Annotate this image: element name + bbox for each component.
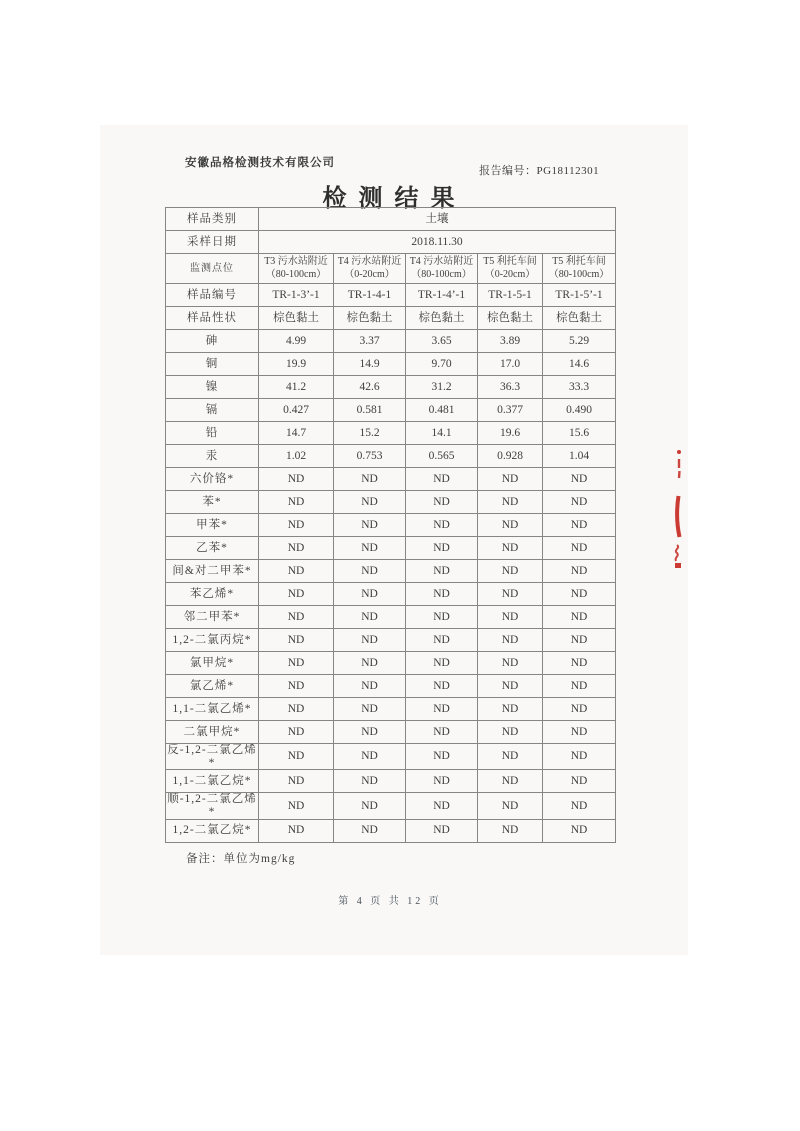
parameter-value: ND	[478, 560, 543, 583]
table-row	[166, 675, 616, 698]
parameter-value: ND	[259, 629, 334, 652]
parameter-name: 镉	[166, 399, 259, 422]
parameter-value: 41.2	[259, 376, 334, 399]
parameter-value: ND	[334, 491, 406, 514]
report-number-value: PG18112301	[536, 165, 600, 177]
table-row	[166, 629, 616, 652]
parameter-value: ND	[259, 698, 334, 721]
monitor-point-depth: （80-100cm）	[411, 268, 472, 280]
table-row	[166, 422, 616, 445]
parameter-value: ND	[478, 793, 543, 819]
parameter-value: ND	[478, 514, 543, 537]
parameter-name: 镍	[166, 376, 259, 399]
parameter-name: 六价铬*	[166, 468, 259, 491]
table-row	[166, 770, 616, 793]
parameter-name: 氯甲烷*	[166, 652, 259, 675]
table-row	[166, 698, 616, 721]
parameter-value: 15.2	[334, 422, 406, 445]
parameter-name: 邻二甲苯*	[166, 606, 259, 629]
parameter-value: 14.9	[334, 353, 406, 376]
parameter-value: ND	[334, 675, 406, 698]
parameter-value: 5.29	[543, 330, 616, 353]
table-row	[166, 819, 616, 842]
parameter-value: ND	[543, 537, 616, 560]
parameter-value: 4.99	[259, 330, 334, 353]
sample-id-label: 样品编号	[166, 284, 259, 307]
table-row	[166, 353, 616, 376]
table-row	[166, 376, 616, 399]
parameter-value: ND	[478, 583, 543, 606]
parameter-value: ND	[259, 537, 334, 560]
sample-texture-cell: 棕色黏土	[543, 307, 616, 330]
sample-id-cell: TR-1-3’-1	[259, 284, 334, 307]
monitor-point-cell	[334, 254, 406, 284]
parameter-value: ND	[334, 721, 406, 744]
parameter-value: ND	[543, 698, 616, 721]
parameter-value: ND	[334, 606, 406, 629]
parameter-value: ND	[478, 819, 543, 842]
sampling-date-value: 2018.11.30	[259, 231, 616, 254]
parameter-value: ND	[334, 583, 406, 606]
parameter-value: ND	[478, 675, 543, 698]
parameter-value: ND	[334, 514, 406, 537]
parameter-name: 二氯甲烷*	[166, 721, 259, 744]
table-row	[166, 208, 616, 231]
parameter-value: 33.3	[543, 376, 616, 399]
table-row	[166, 560, 616, 583]
table-row	[166, 231, 616, 254]
parameter-value: ND	[543, 770, 616, 793]
parameter-value: ND	[406, 698, 478, 721]
parameter-value: ND	[543, 560, 616, 583]
company-name: 安徽品格检测技术有限公司	[185, 157, 335, 169]
parameter-value: ND	[478, 468, 543, 491]
parameter-value: 0.427	[259, 399, 334, 422]
parameter-value: 17.0	[478, 353, 543, 376]
parameter-value: ND	[406, 675, 478, 698]
parameter-value: ND	[259, 819, 334, 842]
parameter-value: ND	[334, 793, 406, 819]
parameter-value: ND	[478, 698, 543, 721]
parameter-name: 苯*	[166, 491, 259, 514]
table-row	[166, 537, 616, 560]
monitor-point-depth: （0-20cm）	[344, 268, 395, 280]
parameter-value: ND	[334, 537, 406, 560]
parameter-value: ND	[259, 491, 334, 514]
parameter-value: 1.04	[543, 445, 616, 468]
parameter-value: ND	[478, 721, 543, 744]
sample-texture-cell: 棕色黏土	[334, 307, 406, 330]
parameter-value: 9.70	[406, 353, 478, 376]
parameter-value: 0.753	[334, 445, 406, 468]
table-row	[166, 254, 616, 284]
parameter-name: 乙苯*	[166, 537, 259, 560]
sample-category-label: 样品类别	[166, 208, 259, 231]
parameter-name: 铅	[166, 422, 259, 445]
parameter-value: ND	[406, 514, 478, 537]
table-row	[166, 721, 616, 744]
monitor-point-site: T3 污水站附近	[264, 256, 328, 267]
table-row	[166, 606, 616, 629]
parameter-value: 14.6	[543, 353, 616, 376]
parameter-value: ND	[259, 721, 334, 744]
parameter-value: ND	[478, 629, 543, 652]
parameter-name: 铜	[166, 353, 259, 376]
sample-texture-cell: 棕色黏土	[259, 307, 334, 330]
monitor-point-depth: （80-100cm）	[548, 268, 610, 280]
parameter-value: 36.3	[478, 376, 543, 399]
monitor-point-label: 监测点位	[166, 254, 259, 284]
parameter-value: ND	[406, 652, 478, 675]
parameter-value: 14.1	[406, 422, 478, 445]
parameter-value: ND	[334, 698, 406, 721]
parameter-name: 汞	[166, 445, 259, 468]
parameter-value: ND	[334, 744, 406, 770]
report-number-label: 报告编号：	[479, 165, 537, 177]
parameter-value: 15.6	[543, 422, 616, 445]
parameter-value: ND	[543, 629, 616, 652]
monitor-point-cell	[259, 254, 334, 284]
parameter-value: ND	[478, 606, 543, 629]
remark-label: 备注：	[186, 853, 224, 865]
parameter-name: 1,1-二氯乙烷*	[166, 770, 259, 793]
parameter-value: ND	[543, 793, 616, 819]
parameter-value: 3.89	[478, 330, 543, 353]
parameter-value: ND	[334, 468, 406, 491]
sample-id-cell: TR-1-5-1	[478, 284, 543, 307]
parameter-value: ND	[543, 583, 616, 606]
parameter-value: 0.928	[478, 445, 543, 468]
table-row	[166, 307, 616, 330]
parameter-value: ND	[406, 819, 478, 842]
parameter-value: ND	[406, 793, 478, 819]
parameter-value: 3.65	[406, 330, 478, 353]
monitor-point-site: T5 利托车间	[552, 256, 606, 267]
parameter-value: ND	[259, 468, 334, 491]
parameter-value: 0.481	[406, 399, 478, 422]
parameter-value: 1.02	[259, 445, 334, 468]
parameter-value: ND	[543, 744, 616, 770]
parameter-value: ND	[334, 819, 406, 842]
parameter-value: ND	[478, 537, 543, 560]
parameter-name: 间&对二甲苯*	[166, 560, 259, 583]
parameter-value: ND	[406, 629, 478, 652]
sample-id-cell: TR-1-5’-1	[543, 284, 616, 307]
parameter-value: ND	[259, 675, 334, 698]
parameter-value: ND	[478, 770, 543, 793]
parameter-value: ND	[406, 583, 478, 606]
sample-category-value: 土壤	[259, 208, 616, 231]
parameter-value: ND	[406, 744, 478, 770]
sample-texture-label: 样品性状	[166, 307, 259, 330]
results-table	[165, 207, 616, 843]
parameter-value: 0.377	[478, 399, 543, 422]
parameter-value: 19.6	[478, 422, 543, 445]
table-row	[166, 399, 616, 422]
monitor-point-site: T5 利托车间	[483, 256, 537, 267]
parameter-name: 1,1-二氯乙烯*	[166, 698, 259, 721]
parameter-value: ND	[259, 583, 334, 606]
sample-id-cell: TR-1-4’-1	[406, 284, 478, 307]
parameter-value: ND	[478, 491, 543, 514]
table-row	[166, 330, 616, 353]
parameter-name: 1,2-二氯乙烷*	[166, 819, 259, 842]
parameter-value: 31.2	[406, 376, 478, 399]
parameter-value: ND	[543, 721, 616, 744]
parameter-value: 0.490	[543, 399, 616, 422]
parameter-value: ND	[478, 744, 543, 770]
parameter-value: ND	[543, 675, 616, 698]
monitor-point-site: T4 污水站附近	[337, 256, 402, 267]
table-row	[166, 284, 616, 307]
parameter-value: 0.581	[334, 399, 406, 422]
parameter-value: ND	[543, 819, 616, 842]
monitor-point-cell	[406, 254, 478, 284]
parameter-value: 42.6	[334, 376, 406, 399]
parameter-value: 0.565	[406, 445, 478, 468]
parameter-name: 砷	[166, 330, 259, 353]
sample-texture-cell: 棕色黏土	[406, 307, 478, 330]
parameter-value: ND	[259, 793, 334, 819]
parameter-value: ND	[259, 514, 334, 537]
parameter-value: ND	[259, 560, 334, 583]
parameter-value: ND	[543, 468, 616, 491]
parameter-value: ND	[543, 491, 616, 514]
parameter-value: ND	[406, 491, 478, 514]
table-row	[166, 445, 616, 468]
report-number	[479, 162, 599, 178]
page-title: 检 测 结 果	[322, 186, 458, 212]
monitor-point-depth: （80-100cm）	[265, 268, 327, 280]
parameter-value: ND	[406, 537, 478, 560]
remark-note	[186, 850, 295, 866]
red-seal-fragment-icon	[666, 444, 692, 574]
parameter-value: ND	[259, 770, 334, 793]
monitor-point-cell	[543, 254, 616, 284]
table-row	[166, 491, 616, 514]
table-row	[166, 793, 616, 819]
parameter-name: 甲苯*	[166, 514, 259, 537]
parameter-value: 19.9	[259, 353, 334, 376]
remark-value: 单位为mg/kg	[223, 853, 296, 865]
parameter-value: ND	[334, 629, 406, 652]
table-row	[166, 514, 616, 537]
parameter-value: 3.37	[334, 330, 406, 353]
parameter-value: ND	[406, 560, 478, 583]
table-row	[166, 468, 616, 491]
parameter-value: ND	[259, 606, 334, 629]
parameter-value: ND	[543, 606, 616, 629]
parameter-value: ND	[259, 652, 334, 675]
parameter-value: ND	[543, 652, 616, 675]
parameter-name: 反-1,2-二氯乙烯*	[167, 744, 257, 769]
parameter-value: ND	[334, 560, 406, 583]
table-row	[166, 744, 616, 770]
parameter-value: ND	[543, 514, 616, 537]
parameter-name: 1,2-二氯丙烷*	[166, 629, 259, 652]
parameter-value: ND	[334, 652, 406, 675]
monitor-point-cell	[478, 254, 543, 284]
parameter-value: ND	[406, 606, 478, 629]
parameter-name: 顺-1,2-二氯乙烯*	[167, 793, 257, 818]
sampling-date-label: 采样日期	[166, 231, 259, 254]
parameter-value: 14.7	[259, 422, 334, 445]
parameter-name: 氯乙烯*	[166, 675, 259, 698]
monitor-point-site: T4 污水站附近	[409, 256, 474, 267]
table-row	[166, 652, 616, 675]
parameter-name: 苯乙烯*	[166, 583, 259, 606]
monitor-point-depth: （0-20cm）	[484, 268, 536, 280]
parameter-value: ND	[406, 721, 478, 744]
sample-id-cell: TR-1-4-1	[334, 284, 406, 307]
parameter-value: ND	[259, 744, 334, 770]
parameter-value: ND	[334, 770, 406, 793]
page-number-footer: 第 4 页 共 12 页	[338, 896, 442, 907]
parameter-value: ND	[478, 652, 543, 675]
parameter-value: ND	[406, 468, 478, 491]
parameter-value: ND	[406, 770, 478, 793]
sample-texture-cell: 棕色黏土	[478, 307, 543, 330]
table-row	[166, 583, 616, 606]
